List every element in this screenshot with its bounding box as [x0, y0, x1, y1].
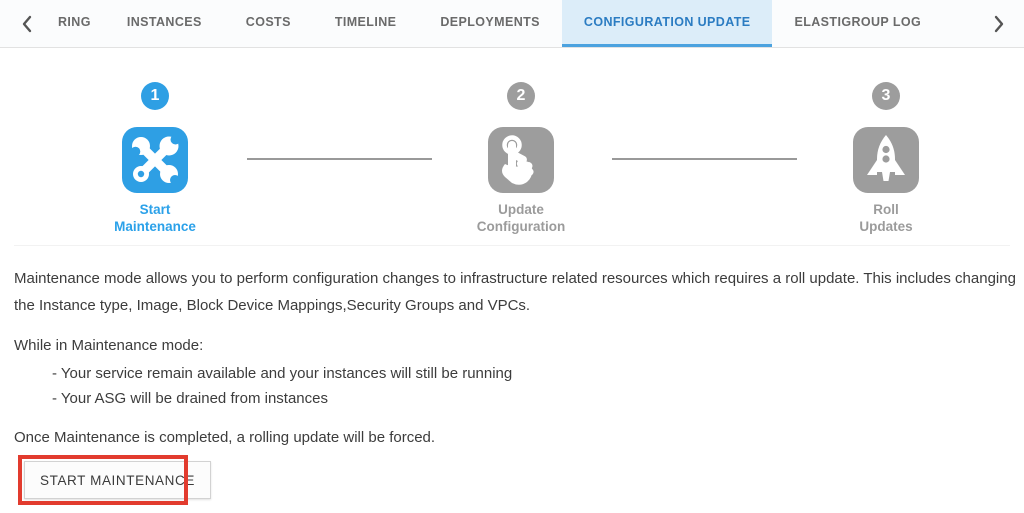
- rocket-icon: [853, 127, 919, 193]
- step-number-badge: 2: [507, 82, 535, 110]
- tab-bar: [0, 0, 1024, 48]
- section-divider: [14, 245, 1010, 246]
- step-connector-line: [612, 158, 797, 160]
- step-number-badge: 3: [872, 82, 900, 110]
- tab-configuration-update[interactable]: CONFIGURATION UPDATE: [562, 0, 773, 47]
- chevron-left-icon: [21, 15, 33, 33]
- wizard-step-start-maintenance: [80, 82, 230, 235]
- maintenance-description: [14, 265, 1016, 451]
- step-label: Roll Updates: [859, 202, 913, 234]
- step-number-badge: 1: [141, 82, 169, 110]
- tabs-scroll-left-button[interactable]: [10, 0, 44, 47]
- tab-ring[interactable]: RING: [58, 15, 91, 29]
- while-in-maintenance-heading: While in Maintenance mode:: [14, 337, 204, 354]
- tab-instances[interactable]: INSTANCES: [126, 15, 202, 29]
- maintenance-closing-note: Once Maintenance is completed, a rolling update will be forced.: [14, 429, 436, 446]
- maintenance-bullet: - Your ASG will be drained from instances: [52, 390, 328, 407]
- hand-click-icon: [488, 127, 554, 193]
- step-connector-line: [247, 158, 432, 160]
- tabs-scroll-right-button[interactable]: [982, 0, 1016, 47]
- tab-deployments[interactable]: DEPLOYMENTS: [440, 15, 540, 29]
- tab-timeline[interactable]: TIMELINE: [334, 15, 397, 29]
- wrench-tools-icon: [122, 127, 188, 193]
- maintenance-paragraph: Maintenance mode allows you to perform configuration changes to infrastructure related resources which requires a roll update. This includes changing the Instance type, Image, Block Device Mappings,Security Groups and VPCs.: [14, 270, 1016, 314]
- tab-elastigroup-log[interactable]: ELASTIGROUP LOG: [794, 15, 922, 29]
- wizard-step-roll-updates: [811, 82, 961, 235]
- step-label: Update Configuration: [476, 202, 566, 234]
- wizard-step-update-configuration: [446, 82, 596, 235]
- step-label: Start Maintenance: [114, 202, 196, 234]
- chevron-right-icon: [993, 15, 1005, 33]
- tab-costs[interactable]: COSTS: [245, 15, 291, 29]
- maintenance-bullet: - Your service remain available and your instances will still be running: [52, 365, 513, 382]
- configuration-update-wizard: [0, 60, 1024, 256]
- start-maintenance-button[interactable]: START MAINTENANCE: [24, 461, 211, 499]
